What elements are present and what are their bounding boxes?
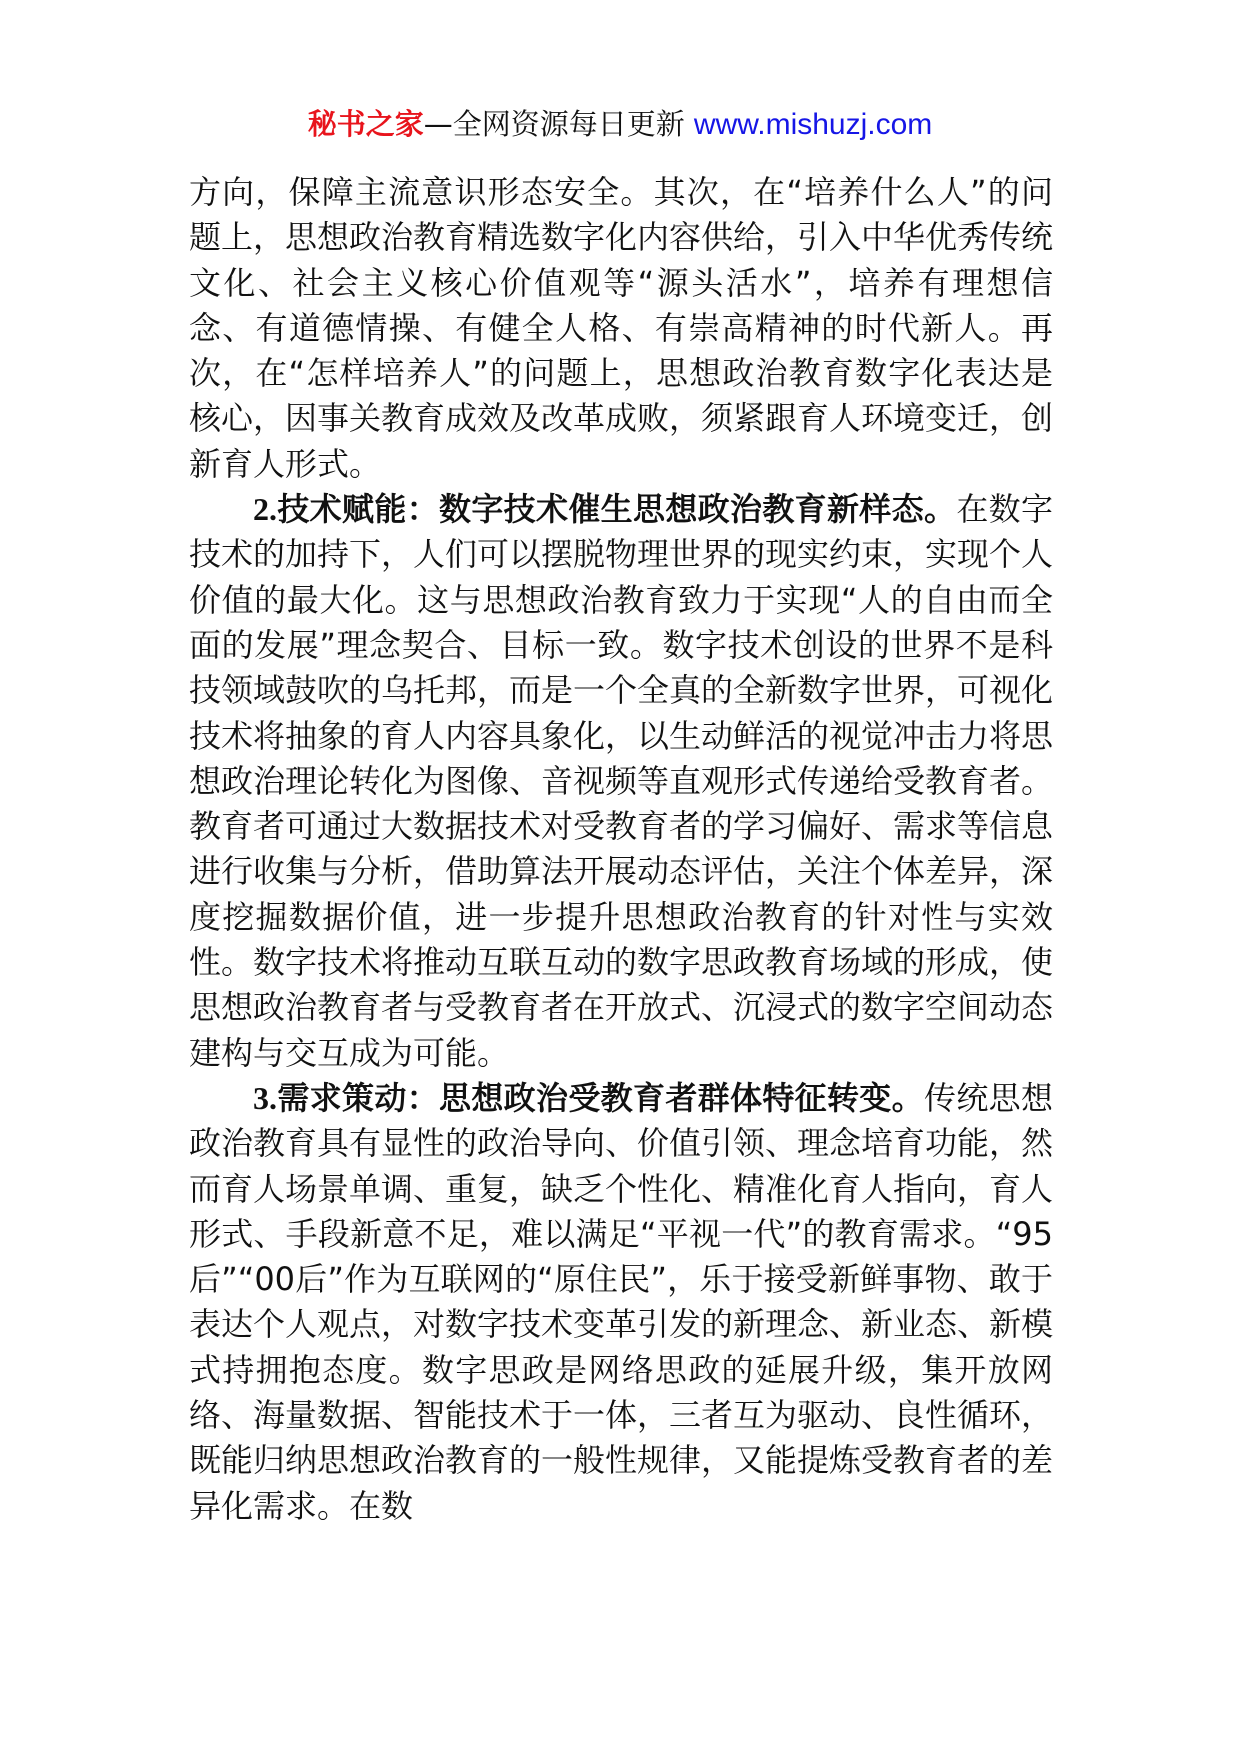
paragraph-tech-empowerment bbox=[189, 487, 1053, 1076]
paragraph-text: 方向，保障主流意识形态安全。其次，在“培养什么人”的问题上，思想政治教育精选数字化内容供给，引入中华优秀传统文化、社会主义核心价值观等“源头活水”，培养有理想信念、有道德情操、有健全人格、有崇高精神的时代新人。再次，在“怎样培养人”的问题上，思想政治教育数字化表达是核心，因事关教育成效及改革成败，须紧跟育人环境变迁，创新育人形式。 bbox=[189, 173, 1054, 483]
paragraph-continuation bbox=[189, 170, 1053, 487]
section-heading: 需求策动：思想政治受教育者群体特征转变。 bbox=[277, 1078, 924, 1117]
page-header bbox=[0, 104, 1240, 145]
section-heading: 技术赋能：数字技术催生思想政治教育新样态。 bbox=[277, 490, 957, 529]
section-number: 3. bbox=[253, 1079, 277, 1116]
paragraph-text: 传统思想政治教育具有显性的政治导向、价值引领、理念培育功能，然而育人场景单调、重复，缺乏个性化、精准化育人指向，育人形式、手段新意不足，难以满足“平视一代”的教育需求。“95后”“00后”作为互联网的“原住民”，乐于接受新鲜事物、敢于表达个人观点，对数字技术变革引发的新理念、新业态、新模式持拥抱态度。数字思政是网络思政的延展升级，集开放网络、海量数据、智能技术于一体，三者互为驱动、良性循环，既能归纳思想政治教育的一般性规律，又能提炼受教育者的差异化需求。在数 bbox=[189, 1078, 1054, 1525]
site-url-link[interactable]: www.mishuzj.com bbox=[693, 108, 933, 141]
section-number: 2. bbox=[253, 491, 277, 528]
paragraph-text: 在数字技术的加持下，人们可以摆脱物理世界的现实约束，实现个人价值的最大化。这与思想政治教育致力于实现“人的自由而全面的发展”理念契合、目标一致。数字技术创设的世界不是科技领域鼓吹的乌托邦，而是一个全真的全新数字世界，可视化技术将抽象的育人内容具象化，以生动鲜活的视觉冲击力将思想政治理论转化为图像、音视频等直观形式传递给受教育者。教育者可通过大数据技术对受教育者的学习偏好、需求等信息进行收集与分析，借助算法开展动态评估，关注个体差异，深度挖掘数据价值，进一步提升思想政治教育的针对性与实效性。数字技术将推动互联互动的数字思政教育场域的形成，使思想政治教育者与受教育者在开放式、沉浸式的数字空间动态建构与交互成为可能。 bbox=[189, 490, 1054, 1072]
brand-name: 秘书之家 bbox=[307, 107, 424, 141]
header-tagline: —全网资源每日更新 bbox=[423, 107, 694, 141]
document-body bbox=[189, 170, 1053, 1529]
paragraph-demand-driven bbox=[189, 1076, 1053, 1529]
